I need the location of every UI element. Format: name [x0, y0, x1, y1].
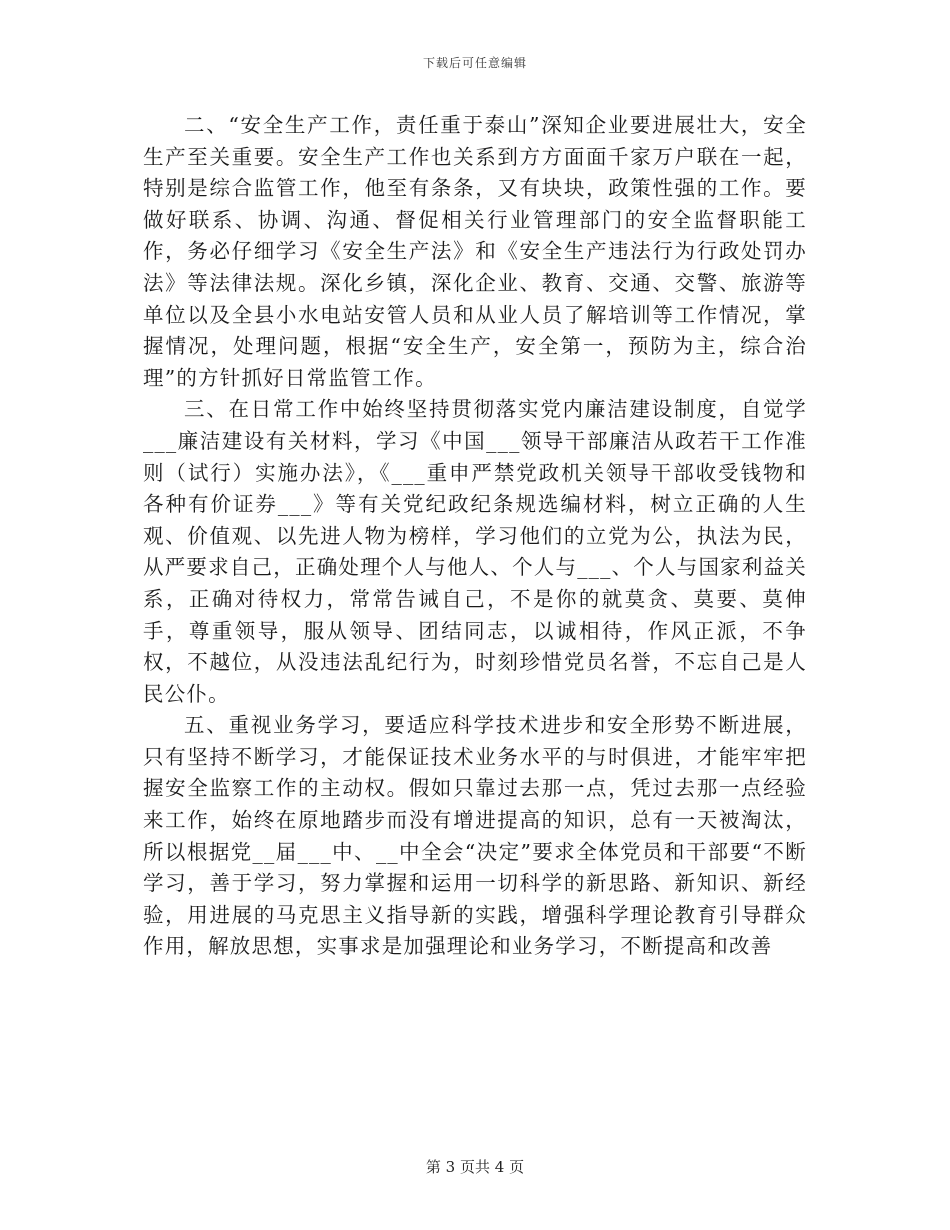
- paragraph-safety-production: 二、“安全生产工作，责任重于泰山”深知企业要进展壮大，安全生产至关重要。安全生产工作也关系到方方面面千家万户联在一起，特别是综合监管工作，他至有条条，又有块块，政策性强的工作。要做好联系、协调、沟通、督促相关行业管理部门的安全监督职能工作，务必仔细学习《安全生产法》和《安全生产违法行为行政处罚办法》等法律法规。深化乡镇，深化企业、教育、交通、交警、旅游等单位以及全县小水电站安管人员和从业人员了解培训等工作情况，掌握情况，处理问题，根据“安全生产，安全第一，预防为主，综合治理”的方针抓好日常监管工作。: [143, 113, 807, 390]
- paragraph-business-study: 五、重视业务学习，要适应科学技术进步和安全形势不断进展，只有坚持不断学习，才能保证技术业务水平的与时俱进，才能牢牢把握安全监察工作的主动权。假如只靠过去那一点，凭过去那一点经验来工作，始终在原地踏步而没有增进提高的知识，总有一天被淘汰，所以根据党__届___中、__中全会“决定”要求全体党员和干部要“不断学习，善于学习，努力掌握和运用一切科学的新思路、新知识、新经验，用进展的马克思主义指导新的实践，增强科学理论教育引导群众作用，解放思想，实事求是加强理论和业务学习，不断提高和改善: [143, 713, 807, 959]
- paragraph-integrity-building: 三、在日常工作中始终坚持贯彻落实党内廉洁建设制度，自觉学___廉洁建设有关材料，学习《中国___领导干部廉洁从政若干工作准则（试行）实施办法》，《___重申严禁党政机关领导干部收受钱物和各种有价证券___》等有关党纪政纪条规选编材料，树立正确的人生观、价值观、以先进人物为榜样，学习他们的立党为公，执法为民，从严要求自己，正确处理个人与他人、个人与___、个人与国家利益关系，正确对待权力，常常告诫自己，不是你的就莫贪、莫要、莫伸手，尊重领导，服从领导、团结同志，以诚相待，作风正派，不争权，不越位，从没违法乱纪行为，时刻珍惜党员名誉，不忘自己是人民公仆。: [143, 397, 807, 706]
- page-header: 下载后可任意编辑: [422, 56, 527, 70]
- document-body: [143, 110, 807, 963]
- page-footer: 第 3 页共 4 页: [425, 1158, 525, 1176]
